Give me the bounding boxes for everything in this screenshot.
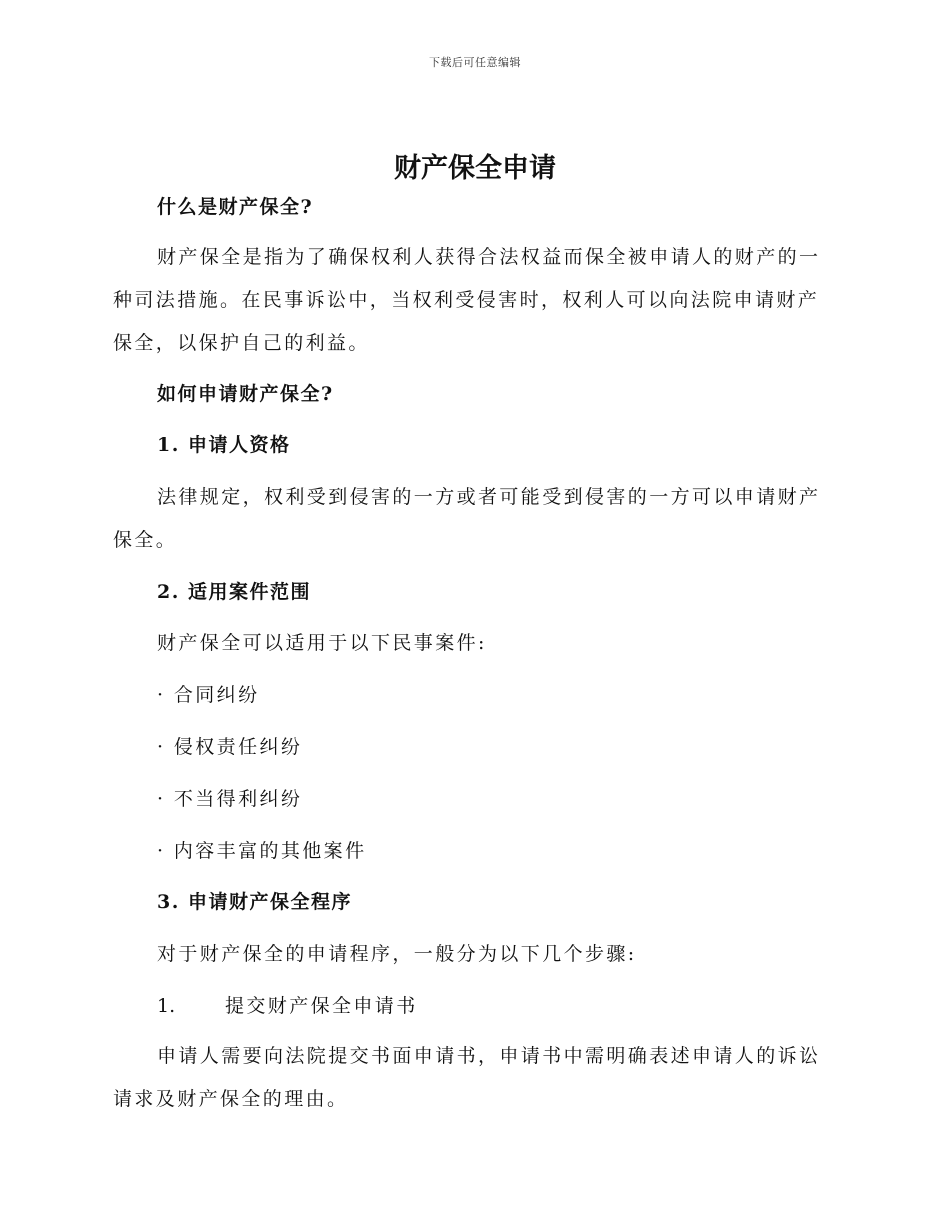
paragraph-scope-intro: 财产保全可以适用于以下民事案件:	[157, 632, 487, 654]
list-item-other-cases: · 内容丰富的其他案件	[157, 840, 367, 862]
section-heading-what-is: 什么是财产保全?	[157, 196, 314, 218]
subheading-procedure: 3. 申请财产保全程序	[157, 891, 352, 913]
document-title: 财产保全申请	[394, 153, 556, 184]
list-item-contract-dispute: · 合同纠纷	[157, 684, 260, 706]
step-number: 1.	[157, 995, 176, 1017]
subheading-applicant-qualification: 1. 申请人资格	[157, 434, 291, 456]
paragraph-definition: 财产保全是指为了确保权利人获得合法权益而保全被申请人的财产的一种司法措施。在民事诉讼中，当权利受侵害时，权利人可以向法院申请财产保全，以保护自己的利益。	[113, 246, 821, 354]
page-header-note: 下载后可任意编辑	[429, 56, 521, 69]
subheading-case-scope: 2. 适用案件范围	[157, 581, 311, 603]
section-heading-how-to-apply: 如何申请财产保全?	[157, 383, 334, 405]
list-item-tort-dispute: · 侵权责任纠纷	[157, 736, 303, 758]
numbered-step-1	[113, 985, 877, 1028]
paragraph-qualification: 法律规定，权利受到侵害的一方或者可能受到侵害的一方可以申请财产保全。	[113, 486, 821, 551]
step-label: 提交财产保全申请书	[225, 995, 418, 1017]
paragraph-step-1-detail: 申请人需要向法院提交书面申请书，申请书中需明确表述申请人的诉讼请求及财产保全的理由。	[113, 1045, 821, 1110]
list-item-unjust-enrichment: · 不当得利纠纷	[157, 788, 303, 810]
paragraph-procedure-intro: 对于财产保全的申请程序，一般分为以下几个步骤:	[157, 943, 637, 965]
